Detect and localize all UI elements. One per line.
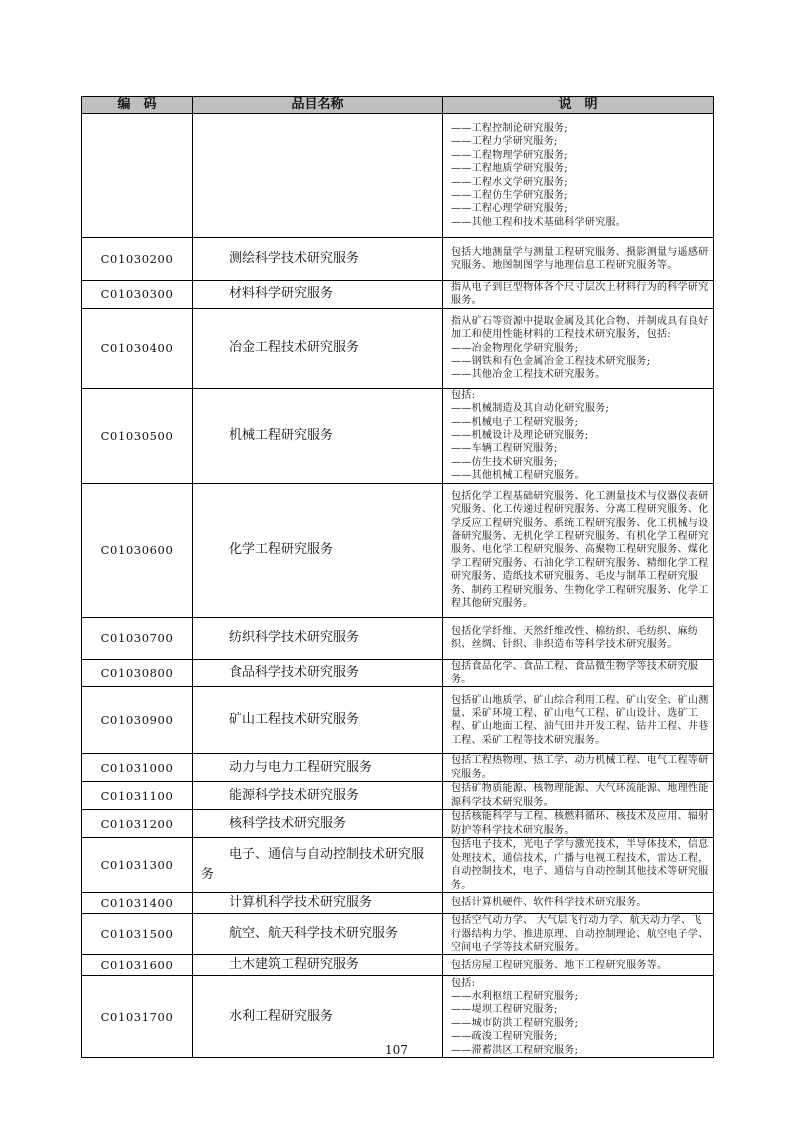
description-line: 包括矿物质能源、核物理能源、大气环流能源、地理性能源科学技术研究服务。 [451,783,709,808]
description-line: ——其他机械工程研究服务。 [451,470,585,482]
description-line: ——工程心理学研究服务; [451,203,568,215]
description-line: 包括计算机硬件、软件科学技术研究服务。 [451,897,647,909]
item-code: C01030300 [82,281,193,309]
item-code: C01030600 [82,483,193,617]
item-name: 动力与电力工程研究服务 [193,754,443,782]
description-line: 包括矿山地质学、矿山综合利用工程、矿山安全、矿山测量、采矿环境工程、矿山电气工程、矿山设计、选矿工程、矿山地面工程、油气田井开发工程、钻井工程、井巷工程、采矿工程等技术研究服务。 [451,694,709,746]
item-description [443,955,714,976]
description-line: 包括化学工程基础研究服务、化工测量技术与仪器仪表研究服务、化工传递过程研究服务、分离工程研究服务、化学反应工程研究服务、系统工程研究服务、化工机械与设备研究服务、无机化学工程研究服务、有机化学工程研究服务、电化学工程研究服务、高聚物工程研究服务、煤化学工程研究服务、石油化学工程研究服务、精细化学工程研究服务、造纸技术研究服务、毛皮与制革工程研究服务、制药工程研究服务、生物化学工程研究服务、化学工程其他研究服务。 [451,490,709,610]
item-name: 航空、航天科学技术研究服务 [193,914,443,955]
item-code: C01031500 [82,914,193,955]
table-row [82,388,714,483]
description-line: ——机械制造及其自动化研究服务; [451,403,610,415]
item-code: C01030500 [82,388,193,483]
item-description [443,914,714,955]
description-line: 包括化学纤维、天然纤维改性、棉纺织、毛纺织、麻纺织、丝绸、针织、非织造布等科学技术研究服务。 [451,625,699,651]
description-line: 指从矿石等资源中提取金属及其化合物、并制成具有良好加工和使用性能材料的工程技术研究服务，包括: [451,315,709,341]
description-line: ——工程地质学研究服务; [451,163,568,175]
header-code: 编 码 [82,97,193,114]
description-line: 包括食品化学、食品工程、食品微生物学等技术研究服务。 [451,660,699,686]
item-name: 测绘科学技术研究服务 [193,238,443,281]
table-row [82,893,714,914]
description-line: ——工程水文学研究服务; [451,176,568,188]
item-name: 化学工程研究服务 [193,483,443,617]
item-code: C01031000 [82,754,193,782]
item-description [443,238,714,281]
item-code: C01030400 [82,308,193,388]
table-header-row [82,97,714,114]
item-description [443,810,714,838]
item-name: 土木建筑工程研究服务 [193,955,443,976]
description-line: 指从电子到巨型物体各个尺寸层次上材料行为的科学研究服务。 [451,282,709,307]
item-code: C01030800 [82,659,193,687]
item-code: C01031600 [82,955,193,976]
description-line: ——疏浚工程研究服务; [451,1031,558,1043]
description-line: 包括房屋工程研究服务、地下工程研究服务等。 [451,959,668,971]
table-row [82,238,714,281]
description-line: ——其他冶金工程技术研究服务。 [451,369,606,381]
item-name: 核科学技术研究服务 [193,810,443,838]
item-description [443,838,714,893]
item-code [82,114,193,238]
description-line: ——钢铁和有色金属冶金工程技术研究服务; [451,356,651,368]
description-line: 包括: [451,977,476,989]
item-description [443,308,714,388]
description-line: ——仿生技术研究服务; [451,456,558,468]
table-row [82,617,714,659]
description-line: ——冶金物理化学研究服务; [451,342,579,354]
item-code: C01030200 [82,238,193,281]
description-line: ——滞蓄洪区工程研究服务; [451,1044,579,1056]
table-row [82,754,714,782]
table-row [82,483,714,617]
item-description [443,754,714,782]
item-description [443,388,714,483]
item-name: 食品科学技术研究服务 [193,659,443,687]
table-row [82,281,714,309]
item-name: 材料科学研究服务 [193,281,443,309]
header-item-name: 品目名称 [193,97,443,114]
item-name: 机械工程研究服务 [193,388,443,483]
table-row [82,659,714,687]
item-name: 水利工程研究服务 [193,976,443,1058]
item-name: 纺织科学技术研究服务 [193,617,443,659]
description-line: 包括核能科学与工程、核燃料循环、核技术及应用、辐射防护等科学技术研究服务。 [451,811,709,836]
item-name: 能源科学技术研究服务 [193,782,443,810]
description-line: 包括空气动力学、 大气层飞行动力学、航天动力学、飞行器结构力学、推进原理、自动控制理论、航空电子学、空间电子学等技术研究服务。 [451,915,709,953]
item-name [193,114,443,238]
item-code: C01031700 [82,976,193,1058]
description-line: ——城市防洪工程研究服务; [451,1017,579,1029]
description-line: 包括电子技术，光电子学与激光技术，半导体技术，信息处理技术，通信技术，广播与电视工程技术，雷达工程，自动控制技术，电子、通信与自动控制其他技术等研究服务。 [451,839,709,891]
table-row [82,955,714,976]
description-line: ——机械电子工程研究服务; [451,416,579,428]
item-code: C01031400 [82,893,193,914]
item-description [443,281,714,309]
item-name: 计算机科学技术研究服务 [193,893,443,914]
item-code: C01031300 [82,838,193,893]
table-row [82,308,714,388]
item-code: C01030700 [82,617,193,659]
description-line: 包括工程热物理、热工学、动力机械工程、电气工程等研究服务。 [451,755,709,780]
item-description [443,114,714,238]
item-description [443,483,714,617]
description-line: 包括大地测量学与测量工程研究服务、摄影测量与遥感研究服务、地图制图学与地理信息工程研究服务等。 [451,246,709,271]
description-line: ——工程力学研究服务; [451,136,558,148]
item-description [443,782,714,810]
description-line: ——工程物理学研究服务; [451,149,568,161]
description-line: ——工程控制论研究服务; [451,122,568,134]
description-line: ——堤坝工程研究服务; [451,1004,558,1016]
item-code: C01030900 [82,687,193,754]
table-row [82,810,714,838]
item-name: 冶金工程技术研究服务 [193,308,443,388]
item-name: 电子、通信与自动控制技术研究服务 [193,838,443,893]
description-line: 包括: [451,389,476,401]
item-name: 矿山工程技术研究服务 [193,687,443,754]
item-description [443,687,714,754]
table-row [82,114,714,238]
table-row [82,838,714,893]
header-description: 说 明 [443,97,714,114]
description-line: ——水利枢纽工程研究服务; [451,991,579,1002]
description-line: ——车辆工程研究服务; [451,443,558,455]
item-description [443,893,714,914]
description-line: ——其他工程和技术基础科学研究服。 [451,216,627,228]
description-line: ——机械设计及理论研究服务; [451,430,589,442]
item-description [443,617,714,659]
table-row [82,914,714,955]
table-row [82,687,714,754]
page-number: 107 [385,1043,408,1057]
table-body [82,114,714,1058]
catalog-table [81,96,714,1058]
item-description [443,659,714,687]
item-code: C01031200 [82,810,193,838]
table-row [82,782,714,810]
item-code: C01031100 [82,782,193,810]
description-line: ——工程仿生学研究服务; [451,189,568,201]
